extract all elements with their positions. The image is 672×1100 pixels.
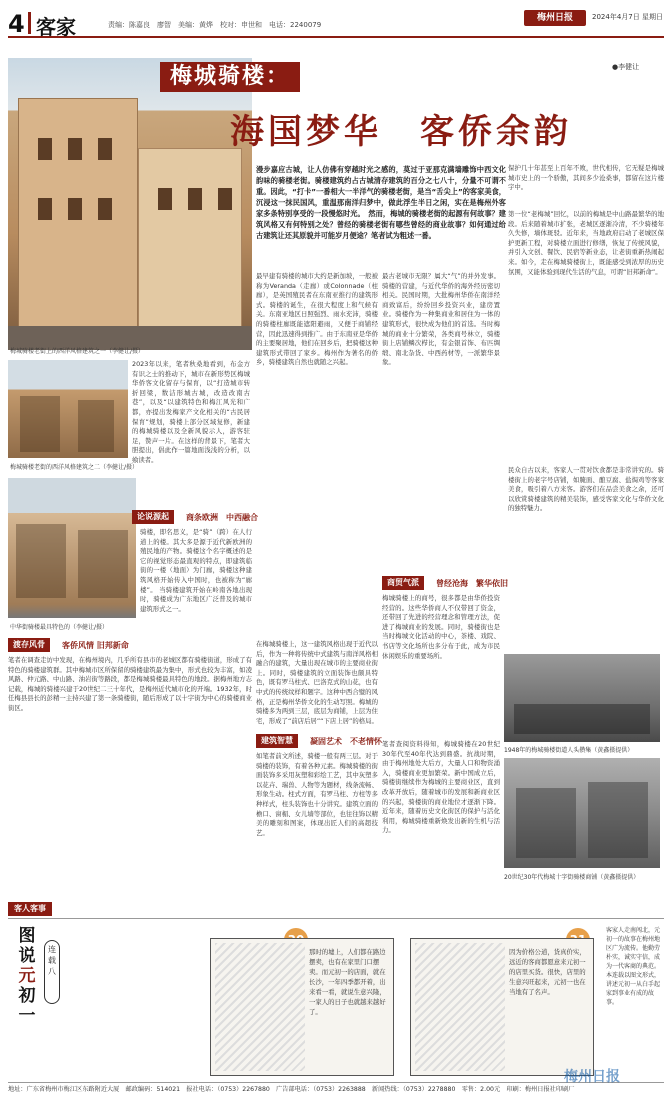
subhead-label-origin: 论说源起 xyxy=(132,510,174,524)
subhead-title-heritage: 客侨风情 旧邦新命 xyxy=(62,641,129,650)
comic-illustration xyxy=(415,943,505,1071)
body-text-col2a: 最早建有骑楼的城市大约是新加坡，一般被称为Veranda（走廊）或Colonnade（柱廊），是英国殖民者在东南亚推行的建筑形式。骑楼的诞生，在很大程度上和气候有关。东南亚地区日照强烈、雨水充沛，骑楼的骑楼柱廊既能遮阳避雨，又便于商铺经营，因此迅速得到推广。由于东南亚是华侨的主要聚居地，他们在回乡后，把骑楼这种建筑形式带回了家乡。梅州作为著名的侨乡，骑楼建筑自然也就随之兴起。 xyxy=(256,272,378,367)
subhead-label-commerce: 商贸气派 xyxy=(382,576,424,590)
section-label-hakka-stories: 客人客事 xyxy=(8,902,52,916)
headline-kicker: 梅城骑楼： xyxy=(160,62,300,92)
window xyxy=(218,188,232,210)
comic-panel-text: 因为价格公道，货真价实，远近的客商都愿意来元初一的店里买货。很快，店里的生意兴旺起来，元初一也在当地有了名声。 xyxy=(509,948,586,996)
body-text-col4c: 民众自古以来，客家人一贯对饮食都是非常讲究的。骑楼街上的老字号店铺，如腌面、酿豆腐、盐焗鸡等客家美食，吸引着八方来客。游客们在品尝美食之余，还可以欣赏骑楼建筑的精美装饰，感受客家文化与华侨文化的独特魅力。 xyxy=(508,466,664,513)
byline: ●李健让 xyxy=(612,63,640,71)
comic-title-yuan: 元 xyxy=(18,966,36,986)
photo-zhonghua-street xyxy=(8,478,136,618)
building-facade-right xyxy=(138,148,242,328)
comic-title-tushuo: 图说 xyxy=(18,926,36,966)
shopfront-shadow xyxy=(516,788,576,858)
window xyxy=(98,138,112,160)
body-text-col4b: 第一位“老梅城”回忆，以前的梅城是中山路最繁华的地段。后来随着城市扩张，老城区逐渐冷清，不少骑楼年久失修，墙体斑驳。近年来，当地政府启动了老城区保护更新工程，对骑楼立面进行修缮，恢复了传统风貌，并引入文创、餐饮、民宿等新业态，让老街重新热闹起来。如今，走在梅城骑楼街上，既能感受到浓厚的历史氛围，又能体验到现代生活的气息，可谓“旧邦新命”。 xyxy=(508,210,664,276)
caption-photo2: 梅城骑楼老街的西洋风格建筑之二（李健让/摄） xyxy=(10,464,139,471)
window xyxy=(68,198,82,220)
page-number: 4 xyxy=(8,10,25,38)
comic-title xyxy=(12,926,42,1026)
body-text-col1c: 笔者在调查走访中发现，在梅州境内，几乎所有县市的老城区都有骑楼街道，形成了有特色的骑楼建筑群。其中梅城市区所保留的骑楼建筑最为集中，形式也较为丰富，如凌风路、仲元路、中山路、油岩街等路段，都是梅城骑楼最具特色的地段。据梅州地方志记载，梅城的骑楼兴建于20世纪二三十年代，是梅州近代城市化的开端。1932年，时任梅县县长的彭精一主持兴建了第一条骑楼街，随后形成了以十字街为中心的骑楼商业街区。 xyxy=(8,656,252,712)
photo-1948-street-crowd xyxy=(504,654,660,742)
building-shadow xyxy=(78,530,128,598)
body-text-col3b: 梅城骑楼上的商号，很多都是由华侨投资经营的。这些华侨商人不仅带回了资金，还带回了先进的经营理念和管理方法，促进了梅城商业的发展。同时，骑楼街也是当时梅城文化活动的中心，茶楼、戏院、书店等文化场所也多分布于此，成为市民休闲娱乐的重要场所。 xyxy=(382,594,500,660)
page-footer: 地址：广东省梅州市梅江区东路附近大厦 邮政编码：514021 报社电话：（0753）2267880 广告部电话：（0753）2263888 新闻热线：（0753）2278880 零售：2.00元 印刷：梅州日报社印刷厂 xyxy=(8,1082,664,1096)
body-text-col3c: 笔者查阅资料得知，梅城骑楼在20世纪30年代至40年代达到鼎盛。抗战时期，由于梅州地处大后方，大量人口和物资涌入，骑楼商业更加繁荣。新中国成立后，骑楼街继续作为梅城的主要商业区，直到改革开放后，随着城市的发展和新商业区的兴起，骑楼街的商业地位才逐渐下降。近年来，随着历史文化街区的保护与活化利用，梅城骑楼重新焕发出新的生机与活力。 xyxy=(382,740,500,835)
section-name: 客家 xyxy=(36,15,76,39)
body-text-col4a: 保护几十年甚至上百年不败，世代相传，它无疑是梅城城市史上的一个骄傲，其间多少沧桑事，都留在这片楼宇中。 xyxy=(508,164,664,192)
body-text-col2b: 在梅城骑楼上，这一建筑风格出现于近代以后，作为一种将传统中式建筑与南洋风格相融合的建筑，大量出现在城市的主要商业街上。同时，骑楼建筑的立面装饰也颇具特色，既有罗马柱式、巴洛克式的山花，也有中式的传统纹样和题字。这种中西合璧的风格，正是梅州华侨文化的生动写照。梅城的骑楼多为两到三层，底层为商铺，上层为住宅，形成了“前店后居”“下店上居”的格局。 xyxy=(256,640,378,725)
comic-title-chu: 初 xyxy=(18,986,36,1006)
comic-panel-30 xyxy=(210,938,394,1076)
watermark: 梅州日报 xyxy=(564,1069,620,1085)
issue-date: 2024年4月7日 星期日 xyxy=(592,13,663,21)
subhead-label-heritage: 渡存风骨 xyxy=(8,638,50,652)
body-text-col1a: 2023年以来，笔者秋桑地看到，布金方有识之士的推动下，城市在新形势区梅城华侨客文化留存与保育，以“打造城市转折回梁，数洁形城古城，改造改南古巷”，以及“以建筑特色和梅江风光和广都，亦提出发梅家产文化相关的“古民居保育”规划，骑楼上部分区域复修，新建的梅城骑楼以及全新风貌示人，游客驻足，赞声一片。在这样的背景下，笔者大胆提出，倡此作一篇地面浅浅的分析，以飨读者。 xyxy=(132,360,250,464)
caption-main-photo: 梅城骑楼老街上的西洋风格建筑之一（李健让/摄） xyxy=(10,348,145,355)
subhead-label-architecture: 建筑智慧 xyxy=(256,734,298,748)
caption-photo4: 1948年的梅城骑楼街道人头攒集（黄鑫摄提供） xyxy=(504,747,634,754)
body-text-col2c: 如笔者前文所述，骑楼一般有两三层。对于骑楼的装饰，有着各种元素。梅城骑楼的街面装饰多采用灰塑和彩绘工艺，其中灰塑多以花卉、瑞兽、人物等为题材，线条流畅、形象生动。柱式方面，有罗马柱、方柱等多种样式，柱头装饰也十分讲究。建筑立面的檐口、窗楣、女儿墙等部位，也往往饰以精美的雕刻和图案，体现出匠人们的高超技艺。 xyxy=(256,752,378,837)
comic-panel-31 xyxy=(410,938,594,1076)
comic-illustration xyxy=(215,943,305,1071)
crowd-silhouette xyxy=(514,704,650,734)
photo-1930s-crossroads-shops xyxy=(504,758,660,868)
photo-western-style-building xyxy=(8,360,128,458)
subhead-title-origin: 商条欧洲 中西融合 xyxy=(186,513,258,522)
window xyxy=(38,138,52,160)
serial-tag: 连载八 xyxy=(44,940,60,1004)
building-shadow xyxy=(78,400,114,452)
comic-title-yi: 一 xyxy=(18,1006,36,1026)
building-shadow xyxy=(20,396,60,452)
intro-paragraph: 漫步嘉应古城，让人仿佛有穿越时光之感的，莫过于亚那克满墙雕饰中西文化韵味的骑楼老街。骑楼建筑约占古城清存建筑的百分之七八十，分量不可谓不重。因此，“打卡”一番相大一半洋气的骑楼老街，是当“舌尖上”的客家美食，沉浸这一抹民国风，重温那南洋归梦中，做此浮生半日之闲，实在是梅州外客家多条特别享受的一段慢悠时光。 然而，梅城的骑楼老街的起源有何故事？建筑风格又有何特别之处？曾经的骑楼老街有哪些曾经的商业故事？如何通过给古建筑让还其原貌并可能岁月便途？笔者试为粗述一番。 xyxy=(256,165,506,240)
caption-photo3: 中华街骑楼最具特色的（李健让/摄） xyxy=(10,624,109,631)
window xyxy=(98,198,112,220)
body-text-col1b: 骑楼，即名思义，是“骑”（跨）在人行道上的楼。其大多是源于近代新欧洲的殖民地的产物。骑楼这个名字概述的是它的视觉形态最直观的特点，即建筑临街的一楼（地面）为门廊，骑楼这种建筑风格开始传入中国时，也被称为“廊楼”。 当骑楼建筑开始在岭南各地出现时，骑楼成为广东地区广泛普及的城市建筑形式之一。 xyxy=(140,528,252,613)
headline: 海国梦华 客侨余韵 xyxy=(230,112,572,152)
shopfront-shadow xyxy=(588,782,648,858)
editor-credits: 责编：陈嘉良 廖智 美编：黄烨 校对：申世和 电话：2240079 xyxy=(108,21,322,29)
main-photo-arcade-building xyxy=(8,58,252,350)
comic-side-note: 客家人走南闯北，元初一的故事在梅州地区广为流传。他勤劳朴实，诚实守信，成为一代客商的典范。本连载以图文形式，讲述元初一从白手起家到事业有成的故事。 xyxy=(606,927,661,1006)
window xyxy=(68,138,82,160)
building-shadow xyxy=(16,524,66,598)
caption-photo5: 20世纪30年代梅城十字街骑楼商铺（黄鑫摄提供） xyxy=(504,874,640,881)
subhead-title-architecture: 凝固艺术 不老情怀 xyxy=(310,737,382,746)
newspaper-logo: 梅州日报 xyxy=(524,10,586,26)
page-header xyxy=(8,6,664,38)
body-text-col3a: 最古老城市无限？属大“气”的并外发事。骑楼的营建，与近代华侨的海外经历密切相关。民国时期，大批梅州华侨在南洋经商致富后，纷纷回乡投资兴业，建房置业。骑楼作为一种集商业和居住为一体的建筑形式，很快成为他们的首选。当时梅城的商业十分繁荣，各类商号林立，骑楼街上店铺鳞次栉比，有金银首饰、布匹绸缎、南北杂货、中西药材等，一派繁华景象。 xyxy=(382,272,500,367)
window xyxy=(158,188,172,210)
window xyxy=(188,188,202,210)
window xyxy=(38,198,52,220)
header-divider xyxy=(28,12,31,34)
subhead-title-commerce: 曾经沧海 繁华依旧 xyxy=(436,579,508,588)
comic-panel-text: 那时的墟上，人们都在路边摆卖，也有在家里门口摆卖。而元初一的店面，就在长沙，一年四季都开着，出来看一看，就说生意兴隆，一家人的日子也就越来越好了。 xyxy=(309,948,386,1016)
